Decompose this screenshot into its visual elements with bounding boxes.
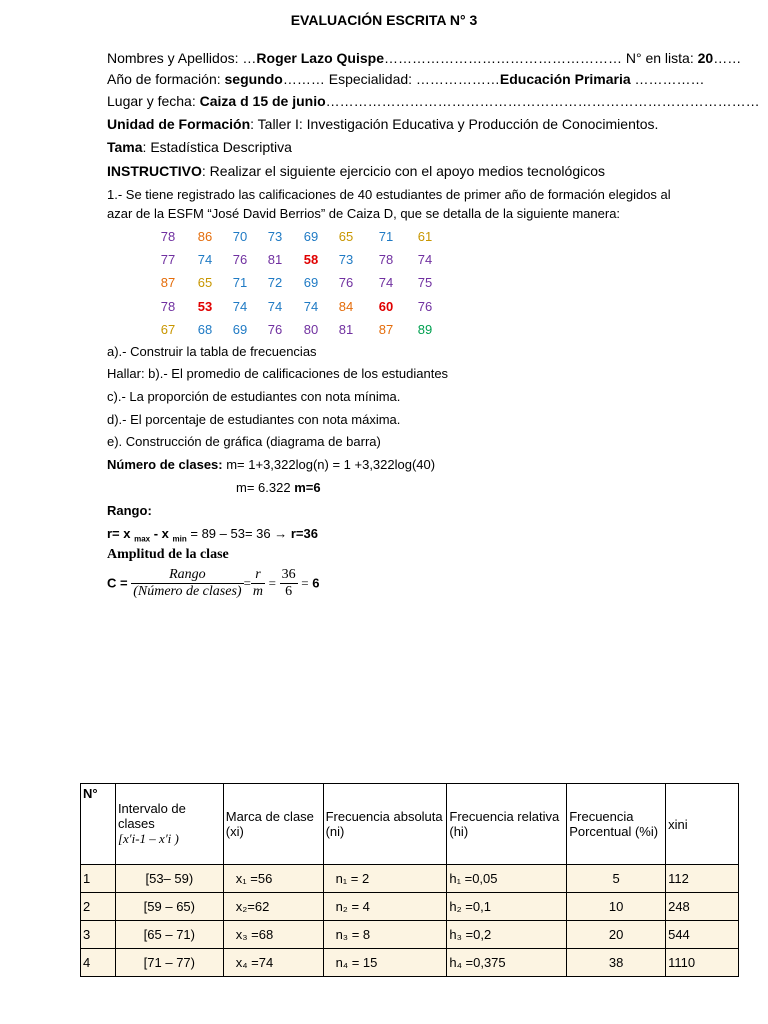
- header-abs: Frecuencia absoluta (ni): [323, 784, 447, 865]
- header-interval-sym: [x′i-1 – x′i ): [117, 831, 179, 846]
- grade-value: 69: [303, 275, 319, 291]
- spec-value: Educación Primaria: [499, 71, 631, 87]
- table-row: [81, 949, 739, 977]
- item-d: d).- El porcentaje de estudiantes con nota máxima.: [107, 412, 401, 427]
- table-header-row: [81, 784, 739, 865]
- place-label: Lugar y fecha:: [107, 93, 200, 109]
- cell-interval: [59 – 65): [115, 893, 223, 921]
- header-pct: Frecuencia Porcentual (%i): [567, 784, 666, 865]
- grade-value: 78: [378, 252, 394, 268]
- names-dots: ……………………………………………: [383, 50, 626, 66]
- cell-n: 1: [81, 865, 116, 893]
- cell-xn: 1110: [666, 949, 739, 977]
- spec-label: Especialidad: ………………: [328, 71, 500, 87]
- classes-line: [107, 456, 435, 473]
- cell-abs: n₃ = 8: [323, 921, 447, 949]
- cell-xn: 544: [666, 921, 739, 949]
- range-calc: = 89 – 53= 36 →: [186, 526, 291, 541]
- amp-eq1: =: [243, 575, 251, 591]
- page-title: EVALUACIÓN ESCRITA N° 3: [290, 12, 478, 28]
- cell-abs: n₄ = 15: [323, 949, 447, 977]
- grades-row: [153, 249, 453, 272]
- grade-value: 67: [160, 321, 176, 337]
- grade-value: 81: [338, 321, 354, 337]
- amp-r: r: [251, 567, 265, 584]
- grade-value: 60: [378, 298, 394, 314]
- classes-result: m= 6.322: [236, 480, 295, 495]
- header-interval-text: Intervalo de clases: [117, 801, 186, 831]
- amp-num: Rango: [131, 567, 243, 584]
- list-dots: ……: [713, 50, 742, 66]
- cell-abs: n₂ = 4: [323, 893, 447, 921]
- grades-grid: [153, 226, 453, 342]
- names-label: Nombres y Apellidos: …: [107, 50, 257, 66]
- cell-pct: 5: [567, 865, 666, 893]
- header-xn: xini: [666, 784, 739, 865]
- unit-line: [107, 116, 658, 133]
- grade-value: 74: [417, 252, 433, 268]
- amp-eq2: =: [268, 575, 276, 591]
- cell-mark: x₄ =74: [223, 949, 323, 977]
- cell-n: 4: [81, 949, 116, 977]
- range-label: Rango:: [107, 503, 152, 518]
- cell-pct: 10: [567, 893, 666, 921]
- grade-value: 84: [338, 298, 354, 314]
- range-min-sub: min: [172, 534, 187, 544]
- cell-n: 3: [81, 921, 116, 949]
- grade-value: 86: [197, 229, 213, 244]
- cell-mark: x₂=62: [223, 893, 323, 921]
- grades-row: [153, 296, 453, 319]
- grade-value: 71: [378, 229, 394, 244]
- classes-result-line: [236, 479, 321, 496]
- grade-value: 61: [417, 229, 433, 244]
- amp-6: 6: [285, 584, 293, 599]
- instructivo-line: [107, 163, 605, 180]
- unit-label: Unidad de Formación: [107, 116, 251, 132]
- unit-value: : Taller I: Investigación Educativa y Producción de Conocimientos.: [250, 116, 659, 132]
- amp-den: (Número de clases): [133, 584, 242, 599]
- cell-interval: [71 – 77): [115, 949, 223, 977]
- grade-value: 78: [160, 298, 176, 314]
- problem-line-1: 1.- Se tiene registrado las calificaciones de 40 estudiantes de primer año de formación elegidos al: [107, 187, 671, 202]
- cell-interval: [53– 59): [115, 865, 223, 893]
- grade-value: 74: [303, 298, 319, 314]
- place-line: [107, 93, 760, 110]
- list-label: N° en lista:: [625, 50, 698, 66]
- grade-value: 74: [267, 298, 283, 314]
- instructivo-value: : Realizar el siguiente ejercicio con el apoyo medios tecnológicos: [201, 163, 605, 179]
- place-dots: …………………………………………………………………………………: [325, 93, 760, 109]
- cell-mark: x₁ =56: [223, 865, 323, 893]
- table-row: [81, 893, 739, 921]
- grade-value: 72: [267, 275, 283, 291]
- instructivo-label: INSTRUCTIVO: [107, 163, 202, 179]
- grade-value: 89: [417, 321, 433, 337]
- cell-pct: 20: [567, 921, 666, 949]
- names-value: Roger Lazo Quispe: [256, 50, 384, 66]
- range-minus: - x: [150, 526, 173, 541]
- grade-value: 75: [417, 275, 433, 291]
- range-line: [107, 525, 318, 548]
- grade-value: 65: [197, 275, 213, 291]
- table-row: [81, 865, 739, 893]
- amp-36: 36: [281, 567, 296, 582]
- amp-frac-rm: [251, 567, 265, 600]
- year-value: segundo: [224, 71, 283, 87]
- cell-mark: x₃ =68: [223, 921, 323, 949]
- grade-value: 74: [232, 298, 248, 314]
- grade-value: 69: [232, 321, 248, 337]
- cell-interval: [65 – 71): [115, 921, 223, 949]
- cell-xn: 248: [666, 893, 739, 921]
- tama-line: [107, 139, 292, 156]
- cell-n: 2: [81, 893, 116, 921]
- grade-value: 87: [160, 275, 176, 291]
- grade-value: 74: [197, 252, 213, 268]
- cell-rel: h₄ =0,375: [447, 949, 567, 977]
- grades-row: [153, 272, 453, 295]
- grade-value: 76: [267, 321, 283, 337]
- cell-rel: h₁ =0,05: [447, 865, 567, 893]
- names-line: [107, 50, 741, 67]
- grade-value: 81: [267, 252, 283, 268]
- header-rel: Frecuencia relativa (hi): [447, 784, 567, 865]
- header-mark: Marca de clase (xi): [223, 784, 323, 865]
- cell-rel: h₃ =0,2: [447, 921, 567, 949]
- year-dots: ………: [282, 71, 329, 87]
- grade-value: 76: [417, 298, 433, 314]
- grade-value: 80: [303, 321, 319, 337]
- amp-m: m: [252, 584, 264, 599]
- classes-result-bold: m=6: [294, 480, 321, 495]
- range-max-sub: max: [134, 534, 151, 544]
- grade-value: 87: [378, 321, 394, 337]
- grade-value: 69: [303, 229, 319, 244]
- grade-value: 70: [232, 229, 248, 244]
- item-c: c).- La proporción de estudiantes con nota mínima.: [107, 389, 401, 404]
- classes-formula: m= 1+3,322log(n) = 1 +3,322log(40): [222, 457, 436, 472]
- grade-value: 73: [267, 229, 283, 244]
- grade-value: 58: [303, 252, 319, 268]
- grades-row: [153, 319, 453, 342]
- amp-result: 6: [312, 575, 320, 591]
- item-e: e). Construcción de gráfica (diagrama de barra): [107, 434, 381, 449]
- amp-c: C =: [107, 575, 128, 591]
- list-value: 20: [697, 50, 714, 66]
- amplitude-label: Amplitud de la clase: [107, 547, 229, 562]
- place-value: Caiza d 15 de junio: [199, 93, 326, 109]
- year-line: [107, 71, 705, 88]
- amp-eq3: =: [301, 575, 309, 591]
- grade-value: 73: [338, 252, 354, 268]
- grade-value: 76: [338, 275, 354, 291]
- grade-value: 71: [232, 275, 248, 291]
- header-interval: [115, 784, 223, 865]
- tama-label: Tama: [107, 139, 143, 155]
- grade-value: 77: [160, 252, 176, 268]
- cell-rel: h₂ =0,1: [447, 893, 567, 921]
- grades-row: [153, 226, 453, 249]
- amp-frac-num: [280, 567, 298, 600]
- cell-abs: n₁ = 2: [323, 865, 447, 893]
- grade-value: 68: [197, 321, 213, 337]
- grade-value: 53: [197, 298, 213, 314]
- amplitude-formula: [107, 567, 319, 600]
- year-label: Año de formación:: [107, 71, 225, 87]
- grade-value: 78: [160, 229, 176, 244]
- range-result: r=36: [290, 526, 318, 541]
- header-n: N°: [81, 784, 116, 865]
- tama-value: : Estadística Descriptiva: [142, 139, 292, 155]
- problem-line-2: azar de la ESFM “José David Berrios” de Caiza D, que se detalla de la siguiente manera:: [107, 206, 621, 221]
- grade-value: 76: [232, 252, 248, 268]
- range-r: r= x: [107, 526, 135, 541]
- grade-value: 65: [338, 229, 354, 244]
- frequency-table: [80, 783, 739, 977]
- spec-dots: ……………: [630, 71, 705, 87]
- table-row: [81, 921, 739, 949]
- amp-frac-main: [131, 567, 243, 600]
- cell-xn: 112: [666, 865, 739, 893]
- item-a: a).- Construir la tabla de frecuencias: [107, 344, 317, 359]
- item-b: Hallar: b).- El promedio de calificaciones de los estudiantes: [107, 366, 449, 381]
- classes-label: Número de clases:: [107, 457, 223, 472]
- grade-value: 74: [378, 275, 394, 291]
- cell-pct: 38: [567, 949, 666, 977]
